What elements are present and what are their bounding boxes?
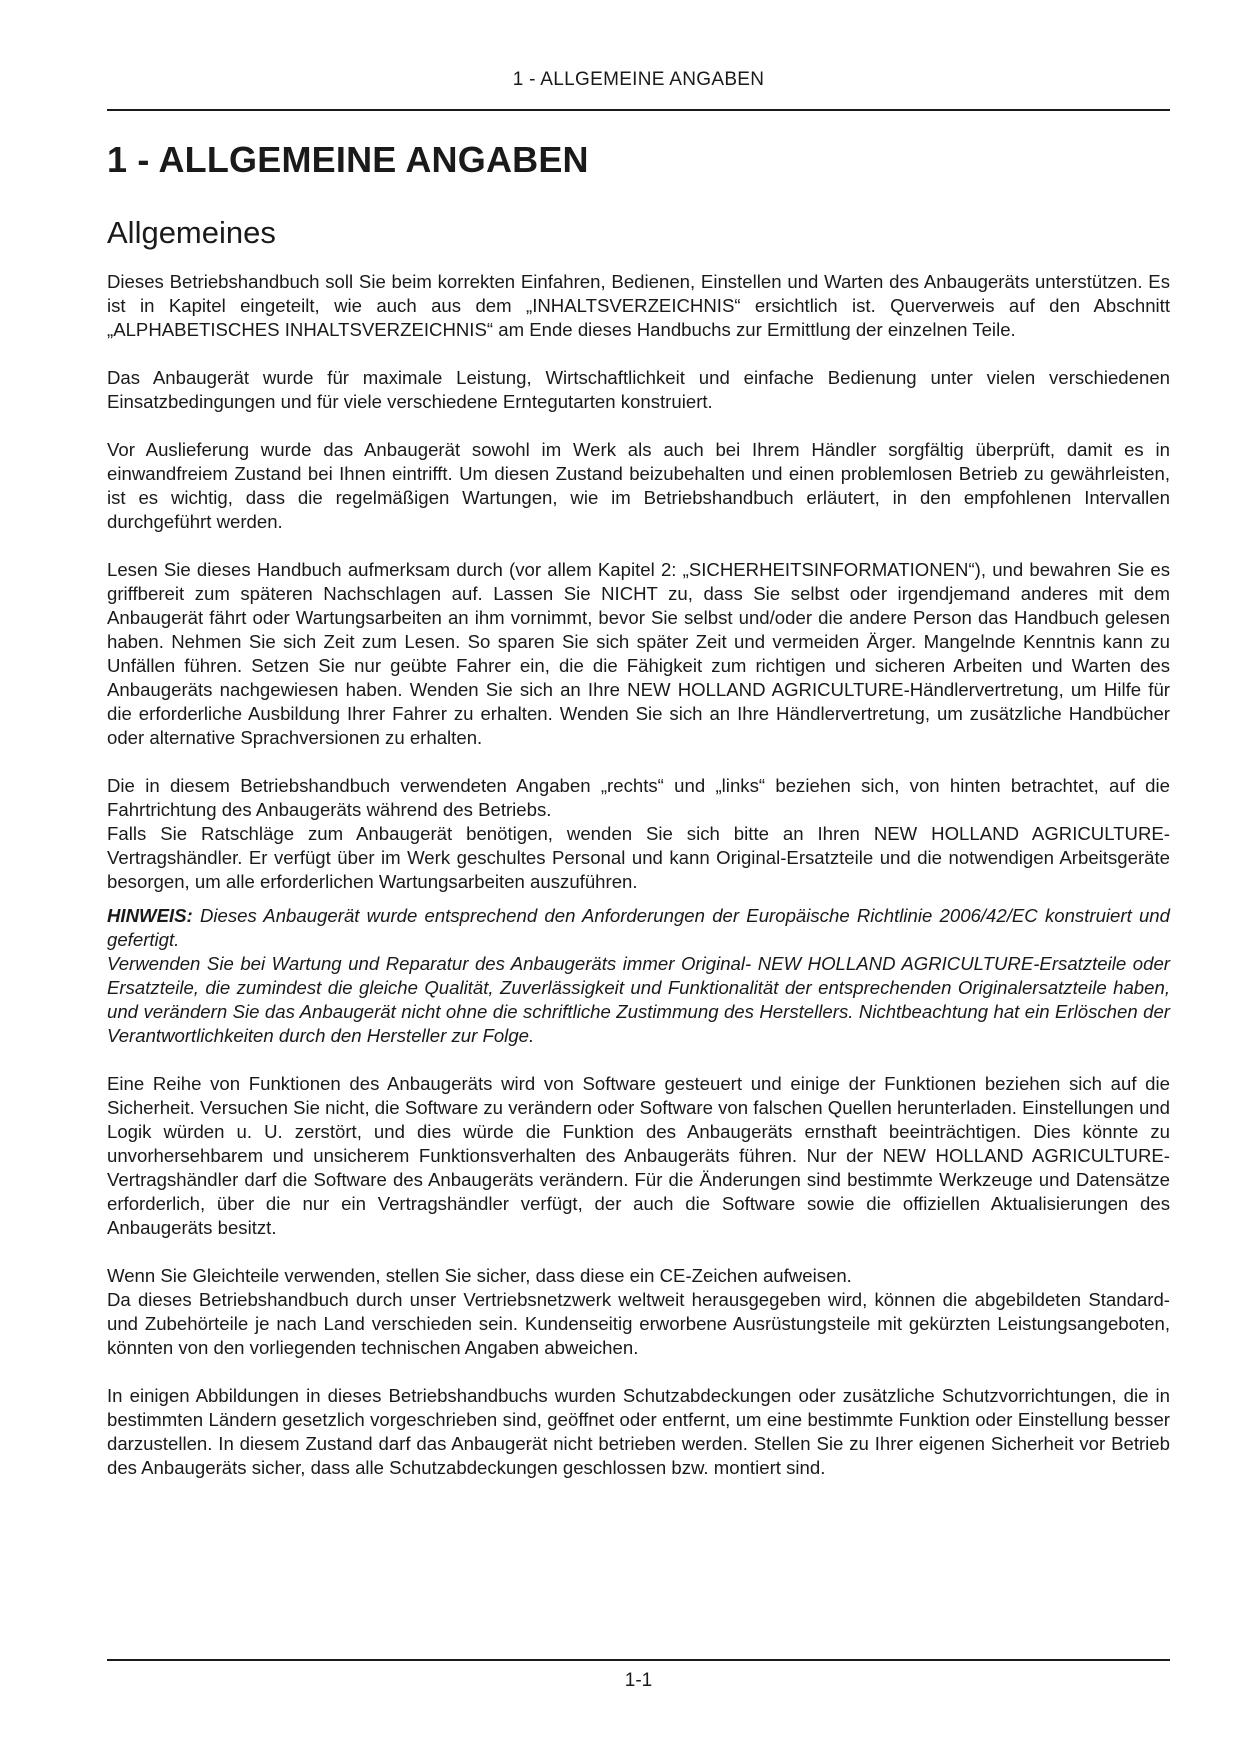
note-text: Dieses Anbaugerät wurde entsprechend den Anforderungen der Europäische Richtlinie 2006/42/EC konstruiert und gefertigt. [107, 905, 1170, 950]
note-label: HINWEIS: [107, 905, 193, 926]
paragraph: Das Anbaugerät wurde für maximale Leistung, Wirtschaftlichkeit und einfache Bedienung unter vielen verschiedenen Einsatzbedingungen und für viele verschiedene Erntegutarten konstruiert. [107, 367, 1170, 412]
paragraph: Da dieses Betriebshandbuch durch unser Vertriebsnetzwerk weltweit herausgegeben wird, können die abgebildeten Standard- und Zubehörteile je nach Land verschieden sein. Kundenseitig erworbene Ausrüstungsteile mit gekürzten Leistungsangeboten, könnten von den vorliegenden technischen Angaben abweichen. [107, 1289, 1170, 1358]
paragraph: Dieses Betriebshandbuch soll Sie beim korrekten Einfahren, Bedienen, Einstellen und Warten des Anbaugeräts unterstützen. Es ist in Kapitel eingeteilt, wie auch aus dem „INHALTSVERZEICHNIS“ ersichtlich ist. Querverweis auf den Abschnitt „ALPHABETISCHES INHALTSVERZEICHNIS“ am Ende dieses Handbuchs zur Ermittlung der einzelnen Teile. [107, 271, 1170, 340]
chapter-title: 1 - ALLGEMEINE ANGABEN [107, 139, 589, 180]
paragraph: Wenn Sie Gleichteile verwenden, stellen Sie sicher, dass diese ein CE-Zeichen aufweisen. [107, 1265, 852, 1286]
paragraph: Eine Reihe von Funktionen des Anbaugeräts wird von Software gesteuert und einige der Funktionen beziehen sich auf die Sicherheit. Versuchen Sie nicht, die Software zu verändern oder Software von falschen Quellen herunterladen. Einstellungen und Logik würden u. U. zerstört, und dies würde die Funktion des Anbaugeräts ernsthaft beeinträchtigen. Dies könnte zu unvorhersehbarem und unsicherem Funktionsverhalten des Anbaugeräts führen. Nur der NEW HOLLAND AGRICULTURE-Vertragshändler darf die Software des Anbaugeräts verändern. Für die Änderungen sind bestimmte Werkzeuge und Datensätze erforderlich, über die nur ein Vertragshändler verfügt, der auch die Software sowie die offiziellen Aktualisierungen des Anbaugeräts besitzt. [107, 1073, 1170, 1238]
document-page [107, 0, 1170, 1754]
note-text-continued: Verwenden Sie bei Wartung und Reparatur des Anbaugeräts immer Original- NEW HOLLAND AGRICULTURE-Ersatzteile oder Ersatzteile, die zumindest die gleiche Qualität, Zuverlässigkeit und Funktionalität der entsprechenden Originalersatzteile haben, und verändern Sie das Anbaugerät nicht ohne die schriftliche Zustimmung des Herstellers. Nichtbeachtung hat ein Erlöschen der Verantwortlichkeiten durch den Hersteller zur Folge. [107, 953, 1170, 1046]
paragraph: Falls Sie Ratschläge zum Anbaugerät benötigen, wenden Sie sich bitte an Ihren NEW HOLLAND AGRICULTURE-Vertragshändler. Er verfügt über im Werk geschultes Personal und kann Original-Ersatzteile und die notwendigen Arbeitsgeräte besorgen, um alle erforderlichen Wartungsarbeiten auszuführen. [107, 823, 1170, 892]
paragraph: Die in diesem Betriebshandbuch verwendeten Angaben „rechts“ und „links“ beziehen sich, von hinten betrachtet, auf die Fahrtrichtung des Anbaugeräts während des Betriebs. [107, 775, 1170, 820]
running-header: 1 - ALLGEMEINE ANGABEN [512, 69, 765, 90]
section-title: Allgemeines [107, 215, 276, 250]
paragraph: Vor Auslieferung wurde das Anbaugerät sowohl im Werk als auch bei Ihrem Händler sorgfältig überprüft, damit es in einwandfreiem Zustand bei Ihnen eintrifft. Um diesen Zustand beizubehalten und einen problemlosen Betrieb zu gewährleisten, ist es wichtig, dass die regelmäßigen Wartungen, wie im Betriebshandbuch erläutert, in den empfohlenen Intervallen durchgeführt werden. [107, 439, 1170, 532]
body-text [107, 270, 1170, 1504]
paragraph: In einigen Abbildungen in dieses Betriebshandbuchs wurden Schutzabdeckungen oder zusätzliche Schutzvorrichtungen, die in bestimmten Ländern gesetzlich vorgeschrieben sind, geöffnet oder entfernt, um eine bestimmte Funktion oder Einstellung besser darzustellen. In diesem Zustand darf das Anbaugerät nicht betrieben werden. Stellen Sie zu Ihrer eigenen Sicherheit vor Betrieb des Anbaugeräts sicher, dass alle Schutzabdeckungen geschlossen bzw. montiert sind. [107, 1385, 1170, 1478]
footer-rule [107, 1659, 1170, 1661]
paragraph: Lesen Sie dieses Handbuch aufmerksam durch (vor allem Kapitel 2: „SICHERHEITSINFORMATIONEN“), und bewahren Sie es griffbereit zum späteren Nachschlagen auf. Lassen Sie NICHT zu, dass Sie selbst oder irgendjemand anderes mit dem Anbaugerät fährt oder Wartungsarbeiten an ihm vornimmt, bevor Sie selbst und/oder die andere Person das Handbuch gelesen haben. Nehmen Sie sich Zeit zum Lesen. So sparen Sie sich später Zeit und vermeiden Ärger. Mangelnde Kenntnis kann zu Unfällen führen. Setzen Sie nur geübte Fahrer ein, die die Fähigkeit zum richtigen und sicheren Arbeiten und Warten des Anbaugeräts nachgewiesen haben. Wenden Sie sich an Ihre NEW HOLLAND AGRICULTURE-Händlervertretung, um Hilfe für die erforderliche Ausbildung Ihrer Fahrer zu erhalten. Wenden Sie sich an Ihre Händlervertretung, um zusätzliche Handbücher oder alternative Sprachversionen zu erhalten. [107, 559, 1170, 748]
note-block [107, 904, 1170, 952]
page-number: 1-1 [624, 1670, 653, 1691]
header-rule [107, 109, 1170, 111]
